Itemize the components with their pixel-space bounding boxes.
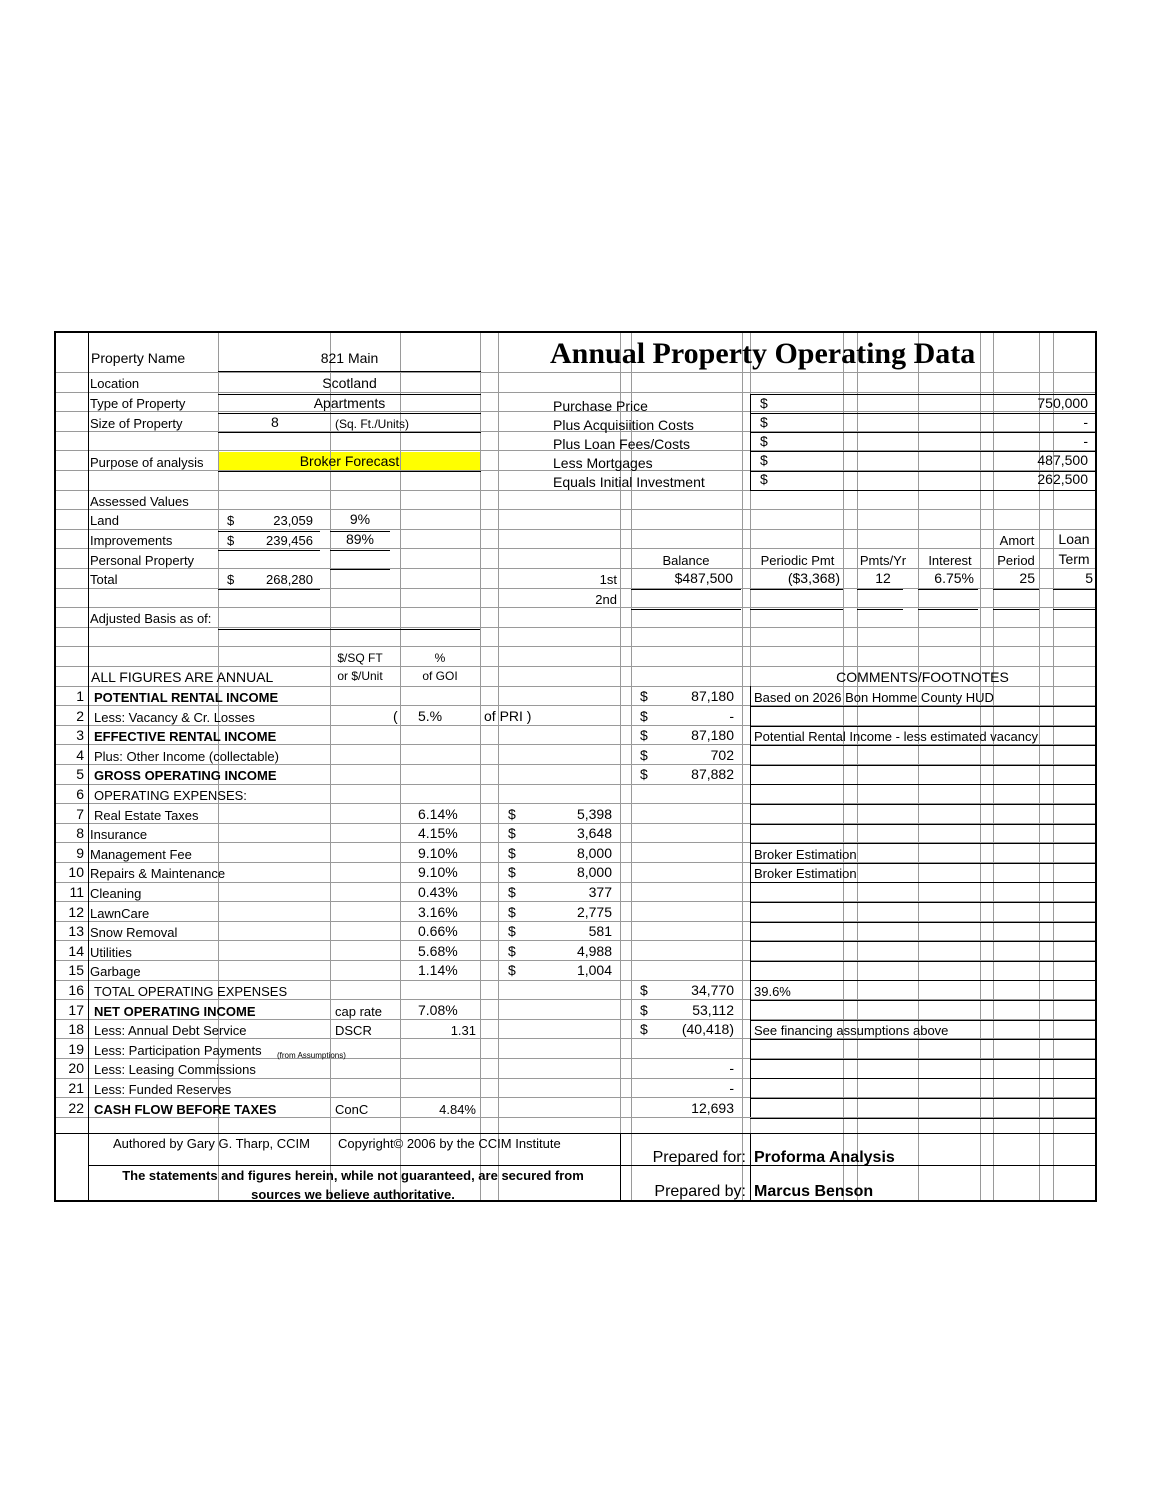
expense-amount[interactable]: 8,000 <box>576 845 612 861</box>
line-pct[interactable]: 3.16% <box>418 904 458 920</box>
grid-line <box>750 1059 1095 1060</box>
line-currency: $ <box>640 727 648 743</box>
line-pct[interactable]: 5.68% <box>418 943 458 959</box>
comments-header: COMMENTS/FOOTNOTES <box>836 669 1009 685</box>
expense-amount[interactable]: 3,648 <box>576 825 612 841</box>
line-comment[interactable]: Potential Rental Income - less estimated vacancy <box>754 729 1038 744</box>
periodic-pmt-value[interactable]: ($3,368) <box>787 570 840 586</box>
improvements-value[interactable]: 239,456 <box>266 533 313 548</box>
line-note: (from Assumptions) <box>277 1051 346 1060</box>
line-label: Cleaning <box>90 886 142 901</box>
investment-currency: $ <box>760 395 768 411</box>
line-amount[interactable]: (40,418) <box>681 1021 734 1037</box>
line-pct[interactable]: 7.08% <box>418 1002 458 1018</box>
sqft-header-2: or $/Unit <box>337 669 383 683</box>
line-comment[interactable]: See financing assumptions above <box>754 1023 949 1038</box>
improvements-currency: $ <box>227 533 235 548</box>
expense-amount[interactable]: 4,988 <box>576 943 612 959</box>
grid-line <box>56 548 1095 549</box>
investment-label: Plus Acquisiition Costs <box>553 417 694 433</box>
line-label: Less: Vacancy & Cr. Losses <box>94 710 255 725</box>
all-figures-annual: ALL FIGURES ARE ANNUAL <box>91 669 274 685</box>
grid-line <box>218 629 480 630</box>
grid-line <box>750 1020 1095 1021</box>
line-label: EFFECTIVE RENTAL INCOME <box>94 729 277 744</box>
line-number: 5 <box>76 766 84 782</box>
prepared-by-value[interactable]: Marcus Benson <box>754 1183 874 1200</box>
pmts-yr-value[interactable]: 12 <box>875 570 891 586</box>
line-currency: $ <box>640 688 648 704</box>
line-label: POTENTIAL RENTAL INCOME <box>94 690 279 705</box>
expense-currency: $ <box>508 845 516 861</box>
grid-line <box>750 1118 1095 1119</box>
line-number: 11 <box>69 884 84 900</box>
grid-line <box>857 333 858 1200</box>
grid-line <box>218 471 481 472</box>
line-label: Garbage <box>90 964 141 979</box>
amort-header: Amort <box>999 533 1035 548</box>
grid-line <box>56 392 1095 393</box>
line-currency: $ <box>640 1002 648 1018</box>
grid-line <box>918 609 978 610</box>
size-unit: (Sq. Ft./Units) <box>335 417 410 431</box>
line-label: Less: Participation Payments <box>94 1043 262 1058</box>
line-label: Repairs & Maintenance <box>90 866 226 881</box>
investment-currency: $ <box>760 452 768 468</box>
line-pct[interactable]: 1.14% <box>418 962 458 978</box>
grid-line <box>750 1039 1095 1040</box>
line-amount[interactable]: 702 <box>710 747 734 763</box>
total-currency: $ <box>227 572 235 587</box>
line-label: Plus: Other Income (collectable) <box>94 749 279 764</box>
line-label: Management Fee <box>90 847 192 862</box>
land-currency: $ <box>227 513 235 528</box>
interest-header: Interest <box>928 553 972 568</box>
authored-by: Authored by Gary G. Tharp, CCIM <box>113 1136 310 1151</box>
term-header: Term <box>1058 551 1090 567</box>
grid-line <box>750 804 1095 805</box>
investment-label: Purchase Price <box>553 398 648 414</box>
line-amount[interactable]: - <box>729 1080 734 1096</box>
prepared-for-label: Prepared for: <box>652 1149 746 1166</box>
grid-line <box>750 765 1095 766</box>
total-value: 268,280 <box>266 572 313 587</box>
pct-header-1: % <box>434 651 446 665</box>
disclaimer-line-1: The statements and figures herein, while not guaranteed, are secured from <box>122 1168 584 1183</box>
grid-line <box>993 589 1039 590</box>
grid-line <box>218 413 481 414</box>
grid-line <box>56 686 1095 687</box>
location-value[interactable]: Scotland <box>322 375 377 391</box>
expense-currency: $ <box>508 825 516 841</box>
line-number: 12 <box>68 904 84 920</box>
line-label: CASH FLOW BEFORE TAXES <box>94 1102 277 1117</box>
line-number: 15 <box>68 962 84 978</box>
line-number: 4 <box>76 747 84 763</box>
line-amount[interactable]: 87,882 <box>691 766 734 782</box>
grid-line <box>88 333 89 1200</box>
sqft-header-1: $/SQ FT <box>337 651 383 665</box>
expense-currency: $ <box>508 904 516 920</box>
grid-line <box>218 371 481 372</box>
interest-value[interactable]: 6.75% <box>934 570 974 586</box>
purpose-label: Purpose of analysis <box>90 455 204 470</box>
investment-value[interactable]: - <box>1083 414 1088 430</box>
line-ratio-label: cap rate <box>335 1004 382 1019</box>
line-comment[interactable]: Broker Estimation <box>754 866 857 881</box>
period-value[interactable]: 25 <box>1019 570 1035 586</box>
investment-label: Plus Loan Fees/Costs <box>553 436 690 452</box>
type-value[interactable]: Apartments <box>313 395 386 411</box>
line-label: TOTAL OPERATING EXPENSES <box>94 984 288 999</box>
grid-line <box>993 609 1039 610</box>
grid-line <box>1053 589 1095 590</box>
investment-currency: $ <box>760 414 768 430</box>
line-pct[interactable]: 6.14% <box>418 806 458 822</box>
grid-line <box>750 882 1095 883</box>
grid-line <box>857 589 903 590</box>
adjusted-basis-label: Adjusted Basis as of: <box>90 611 212 626</box>
line-amount[interactable]: 87,180 <box>691 688 734 704</box>
line-label: OPERATING EXPENSES: <box>94 788 247 803</box>
line-currency: $ <box>640 766 648 782</box>
location-label: Location <box>90 376 140 391</box>
size-label: Size of Property <box>90 416 183 431</box>
total-label: Total <box>90 572 118 587</box>
second-mortgage-label: 2nd <box>595 592 617 607</box>
expense-amount[interactable]: 8,000 <box>576 864 612 880</box>
line-amount[interactable]: 53,112 <box>692 1002 734 1018</box>
expense-amount[interactable]: 5,398 <box>576 806 612 822</box>
line-currency: $ <box>640 1021 648 1037</box>
line-label: Less: Leasing Commissions <box>94 1062 256 1077</box>
line-comment[interactable]: Broker Estimation <box>754 847 857 862</box>
disclaimer-line-2: sources we believe authoritative. <box>251 1187 455 1202</box>
grid-line <box>330 569 390 570</box>
expense-currency: $ <box>508 864 516 880</box>
investment-value[interactable]: 750,000 <box>1037 395 1088 411</box>
line-paren: ( <box>393 708 398 724</box>
line-label: GROSS OPERATING INCOME <box>94 768 277 783</box>
grid-line <box>750 961 1095 962</box>
line-ratio-label: DSCR <box>335 1023 372 1038</box>
line-number: 18 <box>68 1021 84 1037</box>
grid-line <box>750 490 1095 491</box>
expense-amount[interactable]: 1,004 <box>576 962 612 978</box>
investment-label: Equals Initial Investment <box>553 474 705 490</box>
line-number: 10 <box>68 864 84 880</box>
grid-line <box>750 1133 751 1200</box>
expense-amount[interactable]: 377 <box>588 884 612 900</box>
grid-line <box>750 824 1095 825</box>
land-pct: 9% <box>349 511 371 527</box>
grid-line <box>750 902 1095 903</box>
grid-line <box>498 333 499 1200</box>
line-currency: $ <box>640 708 648 724</box>
purpose-value[interactable]: Broker Forecast <box>299 453 400 469</box>
line-number: 13 <box>68 923 84 939</box>
line-amount[interactable]: 12,693 <box>691 1100 734 1116</box>
line-amount[interactable]: 87,180 <box>691 727 734 743</box>
line-number: 1 <box>76 688 84 704</box>
grid-line <box>56 627 1095 628</box>
line-currency: $ <box>640 747 648 763</box>
period-header: Period <box>997 553 1035 568</box>
land-value[interactable]: 23,059 <box>273 513 313 528</box>
grid-line <box>218 589 320 590</box>
line-ratio-value: 4.84% <box>439 1102 476 1117</box>
grid-line <box>750 843 1095 844</box>
grid-line <box>857 609 903 610</box>
grid-line <box>750 980 1095 981</box>
grid-line <box>750 745 1095 746</box>
line-number: 14 <box>68 943 84 959</box>
line-label: Less: Funded Reserves <box>94 1082 232 1097</box>
line-label: Snow Removal <box>90 925 178 940</box>
line-amount[interactable]: 34,770 <box>691 982 734 998</box>
line-label: Less: Annual Debt Service <box>94 1023 247 1038</box>
grid-line <box>750 1000 1095 1001</box>
grid-line <box>750 706 1095 707</box>
grid-line <box>56 1133 1095 1134</box>
grid-line <box>1053 609 1095 610</box>
investment-value[interactable]: 487,500 <box>1037 452 1088 468</box>
line-number: 3 <box>76 727 84 743</box>
periodic-pmt-header: Periodic Pmt <box>760 553 835 568</box>
line-number: 22 <box>68 1100 84 1116</box>
prepared-by-label: Prepared by: <box>654 1183 746 1200</box>
first-mortgage-label: 1st <box>599 572 617 587</box>
balance-header: Balance <box>662 553 710 568</box>
line-number: 2 <box>76 708 84 724</box>
grid-line <box>750 1098 1095 1099</box>
line-label: Real Estate Taxes <box>94 808 199 823</box>
expense-amount[interactable]: 2,775 <box>576 904 612 920</box>
grid-line <box>56 509 1095 510</box>
grid-line <box>750 609 843 610</box>
balance-value[interactable]: $487,500 <box>674 570 733 586</box>
pct-header-2: of GOI <box>422 669 458 683</box>
line-pct[interactable]: 5.% <box>418 708 443 724</box>
line-label: NET OPERATING INCOME <box>94 1004 256 1019</box>
line-ratio-value: 1.31 <box>450 1023 476 1038</box>
pmts-yr-header: Pmts/Yr <box>859 553 907 568</box>
investment-value[interactable]: - <box>1083 433 1088 449</box>
grid-line <box>56 666 1095 667</box>
line-currency: $ <box>640 982 648 998</box>
prepared-for-value[interactable]: Proforma Analysis <box>754 1149 895 1166</box>
line-amount[interactable]: - <box>729 708 734 724</box>
grid-line <box>750 686 751 1117</box>
line-number: 19 <box>68 1041 84 1057</box>
line-number: 7 <box>76 806 84 822</box>
line-pct[interactable]: 0.43% <box>418 884 458 900</box>
loan-header: Loan <box>1058 531 1090 547</box>
line-amount[interactable]: - <box>729 1060 734 1076</box>
land-label: Land <box>90 513 119 528</box>
grid-line <box>750 589 843 590</box>
line-comment[interactable]: 39.6% <box>754 984 791 999</box>
line-pct[interactable]: 9.10% <box>418 845 458 861</box>
expense-currency: $ <box>508 806 516 822</box>
grid-line <box>631 609 741 610</box>
grid-line <box>218 550 320 551</box>
personal-property-label: Personal Property <box>90 553 195 568</box>
grid-line <box>750 941 1095 942</box>
property-name-value[interactable]: 821 Main <box>320 350 379 366</box>
grid-line <box>330 550 390 551</box>
property-name-label: Property Name <box>91 350 186 366</box>
investment-currency: $ <box>760 433 768 449</box>
page-title: Annual Property Operating Data <box>550 337 976 370</box>
grid-line <box>56 646 1095 647</box>
grid-line <box>56 372 1095 373</box>
line-label: Insurance <box>90 827 148 842</box>
expense-currency: $ <box>508 943 516 959</box>
grid-line <box>750 784 1095 785</box>
line-ratio-label: ConC <box>335 1102 369 1117</box>
expense-currency: $ <box>508 884 516 900</box>
type-label: Type of Property <box>90 396 186 411</box>
line-of-pri: of PRI ) <box>484 708 532 724</box>
investment-currency: $ <box>760 471 768 487</box>
term-value[interactable]: 5 <box>1085 570 1093 586</box>
grid-line <box>843 333 844 1200</box>
grid-line <box>750 394 751 490</box>
grid-line <box>631 589 741 590</box>
line-number: 9 <box>76 845 84 861</box>
investment-value[interactable]: 262,500 <box>1037 471 1088 487</box>
line-comment[interactable]: Based on 2026 Bon Homme County HUD <box>754 690 994 705</box>
copyright: Copyright© 2006 by the CCIM Institute <box>338 1136 561 1151</box>
line-number: 21 <box>68 1080 84 1096</box>
line-number: 16 <box>68 982 84 998</box>
grid-line <box>918 589 978 590</box>
expense-currency: $ <box>508 962 516 978</box>
size-value[interactable]: 8 <box>271 414 279 430</box>
assessed-heading: Assessed Values <box>90 494 189 509</box>
expense-amount[interactable]: 581 <box>588 923 612 939</box>
improvements-label: Improvements <box>90 533 173 548</box>
improvements-pct: 89% <box>345 531 375 547</box>
expense-currency: $ <box>508 923 516 939</box>
line-number: 17 <box>68 1002 84 1018</box>
line-number: 8 <box>76 825 84 841</box>
grid-line <box>742 333 743 1200</box>
line-pct[interactable]: 9.10% <box>418 864 458 880</box>
line-label: Utilities <box>90 945 132 960</box>
grid-line <box>750 726 1095 727</box>
investment-label: Less Mortgages <box>553 455 653 471</box>
grid-line <box>750 1078 1095 1079</box>
grid-line <box>750 922 1095 923</box>
line-pct[interactable]: 0.66% <box>418 923 458 939</box>
line-number: 6 <box>76 786 84 802</box>
line-number: 20 <box>68 1060 84 1076</box>
grid-line <box>56 529 1095 530</box>
line-pct[interactable]: 4.15% <box>418 825 458 841</box>
line-label: LawnCare <box>90 906 150 921</box>
